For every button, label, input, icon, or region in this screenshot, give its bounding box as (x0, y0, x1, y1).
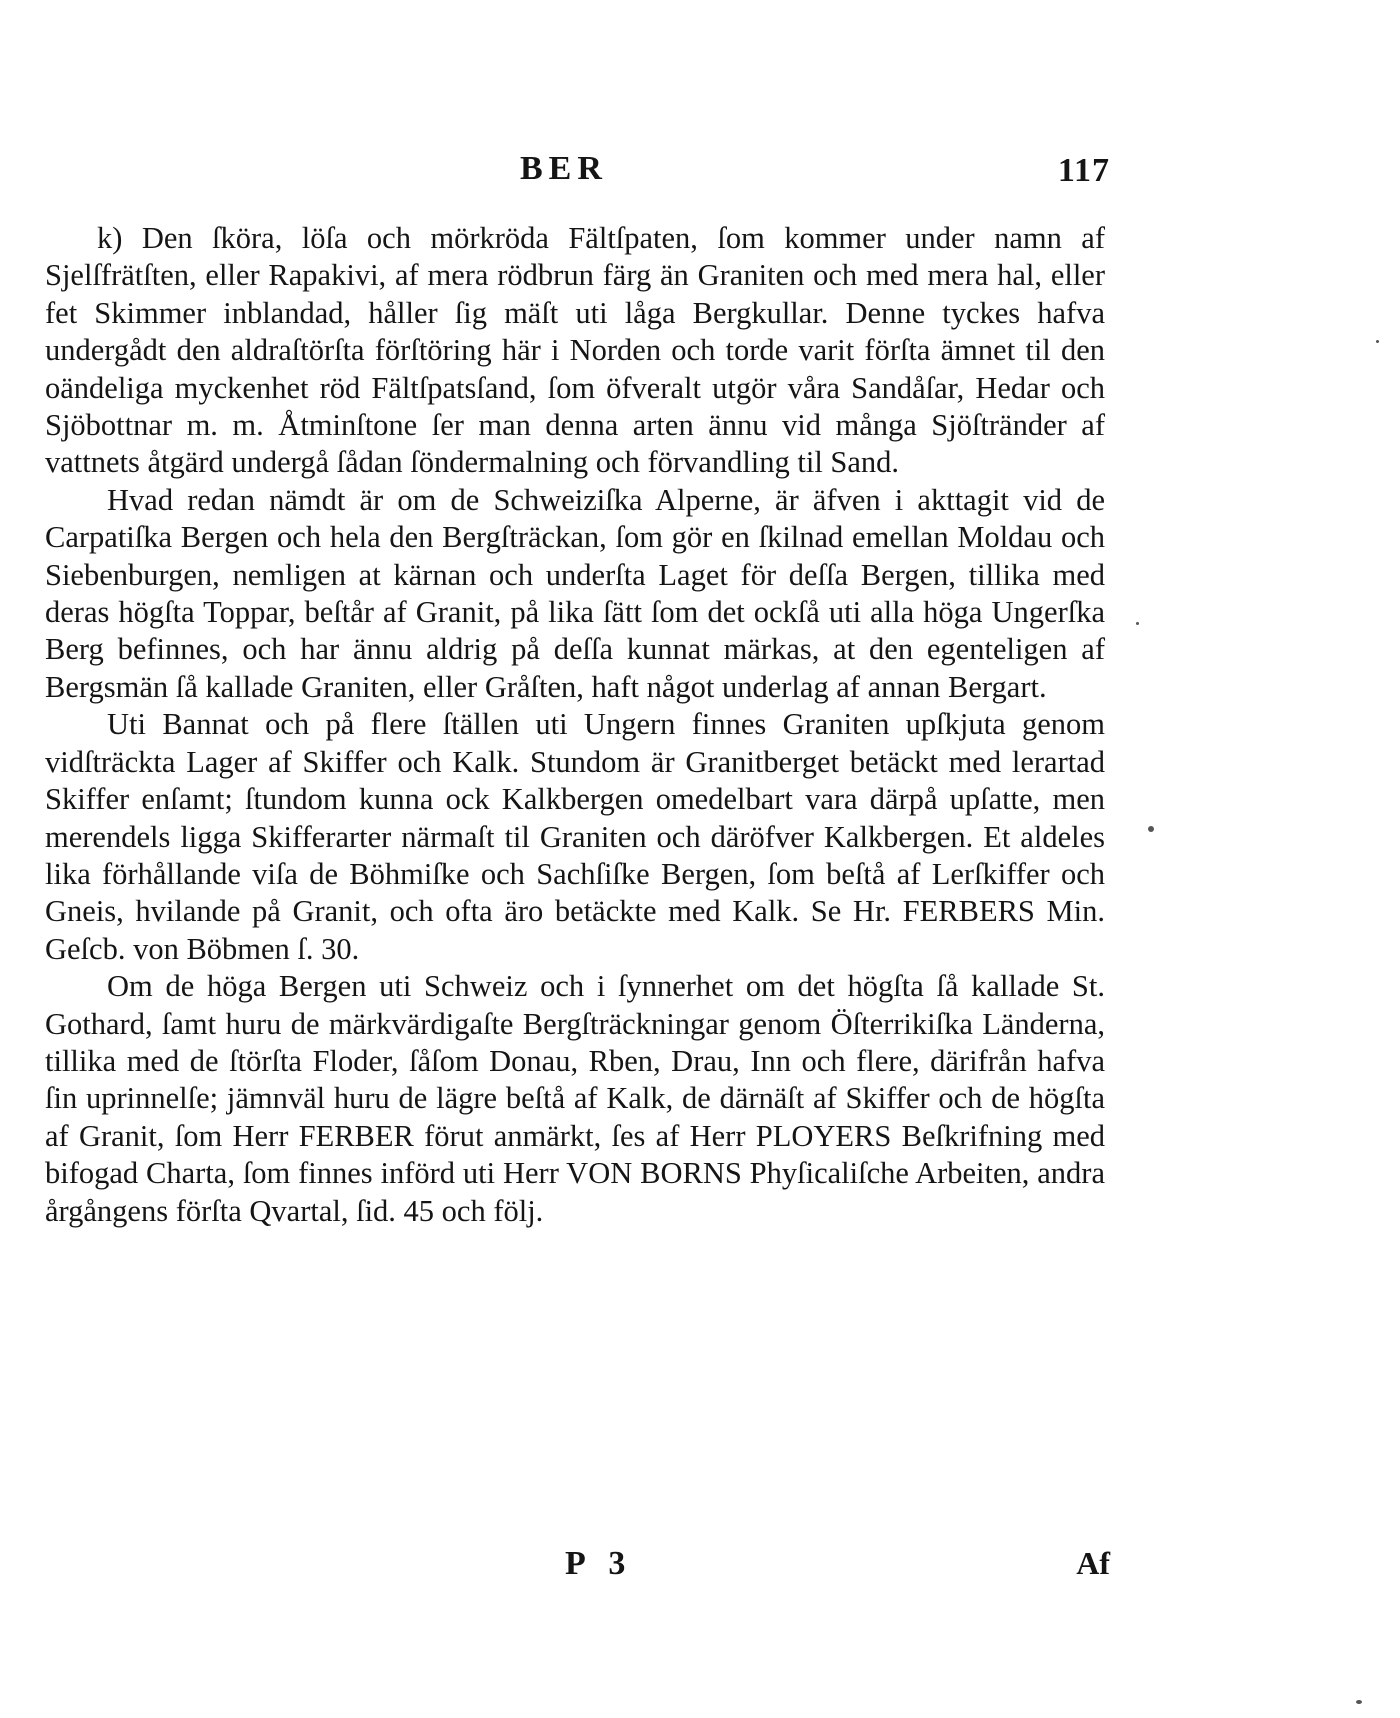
body-text (45, 220, 1105, 1230)
paragraph-3: Uti Bannat och på flere ſtällen uti Ungern finnes Graniten upſkjuta genom vidſträckta Lager af Skiffer och Kalk. Stundom är Granitberget betäckt med lerartad Skiffer enſamt; ſtundom kunna ock Kalkbergen omedelbart vara därpå upſatte, men merendels ligga Skifferarter närmaſt til Graniten och däröfver Kalkbergen. Et aldeles lika förhållande viſa de Böhmiſke och Sachſiſke Bergen, ſom beſtå af Lerſkiffer och Gneis, hvilande på Granit, och ofta äro betäckte med Kalk. Se Hr. FERBERS Min. Geſcb. von Böbmen ſ. 30. (45, 707, 1105, 966)
paragraph-1: k) Den ſköra, löſa och mörkröda Fältſpaten, ſom kommer under namn af Sjelſfrätſten, eller Rapakivi, af mera rödbrun färg än Graniten och med mera hal, eller fet Skimmer inblandad, håller ſig mäſt uti låga Bergkullar. Denne tyckes hafva undergådt den aldraſtörſta förſtöring här i Norden och torde varit förſta ämnet til den oändeliga myckenhet röd Fältſpatsſand, ſom öfveralt utgör våra Sandåſar, Hedar och Sjöbottnar m. m. Åtminſtone ſer man denna arten ännu vid många Sjöſtränder af vattnets åtgärd undergå ſådan ſöndermalning och förvandling til Sand. (45, 221, 1105, 480)
page-footer (60, 1545, 1110, 1595)
running-head: BER (520, 150, 608, 187)
catchword: Af (1076, 1545, 1110, 1581)
paper-speck (1136, 622, 1139, 625)
paper-speck (1376, 340, 1379, 343)
page-number: 117 (1057, 152, 1110, 189)
signature-mark: P 3 (565, 1545, 634, 1582)
page-header (60, 150, 1110, 200)
paragraph-2: Hvad redan nämdt är om de Schweiziſka Alperne, är äfven i akttagit vid de Carpatiſka Bergen och hela den Bergſträckan, ſom gör en ſkilnad emellan Moldau och Siebenburgen, nemligen at kärnan och underſta Laget för deſſa Bergen, tillika med deras högſta Toppar, beſtår af Granit, på lika ſätt ſom det ockſå uti alla höga Ungerſka Berg befinnes, och har ännu aldrig på deſſa kunnat märkas, at den egenteligen af Bergsmän ſå kallade Graniten, eller Gråſten, haft något underlag af annan Bergart. (45, 482, 1105, 704)
paragraph-4: Om de höga Bergen uti Schweiz och i ſynnerhet om det högſta ſå kallade St. Gothard, ſamt huru de märkvärdigaſte Bergſträckningar genom Öſterrikiſka Länderna, tillika med de ſtörſta Floder, ſåſom Donau, Rben, Drau, Inn och flere, därifrån hafva ſin uprinnelſe; jämnväl huru de lägre beſtå af Kalk, de därnäſt af Skiffer och de högſta af Granit, ſom Herr FERBER förut anmärkt, ſes af Herr PLOYERS Beſkrifning med bifogad Charta, ſom finnes införd uti Herr VON BORNS Phyſicaliſche Arbeiten, andra årgångens förſta Qvartal, ſid. 45 och följ. (45, 969, 1105, 1228)
paper-speck (1356, 1700, 1362, 1704)
paper-speck (1148, 826, 1154, 832)
